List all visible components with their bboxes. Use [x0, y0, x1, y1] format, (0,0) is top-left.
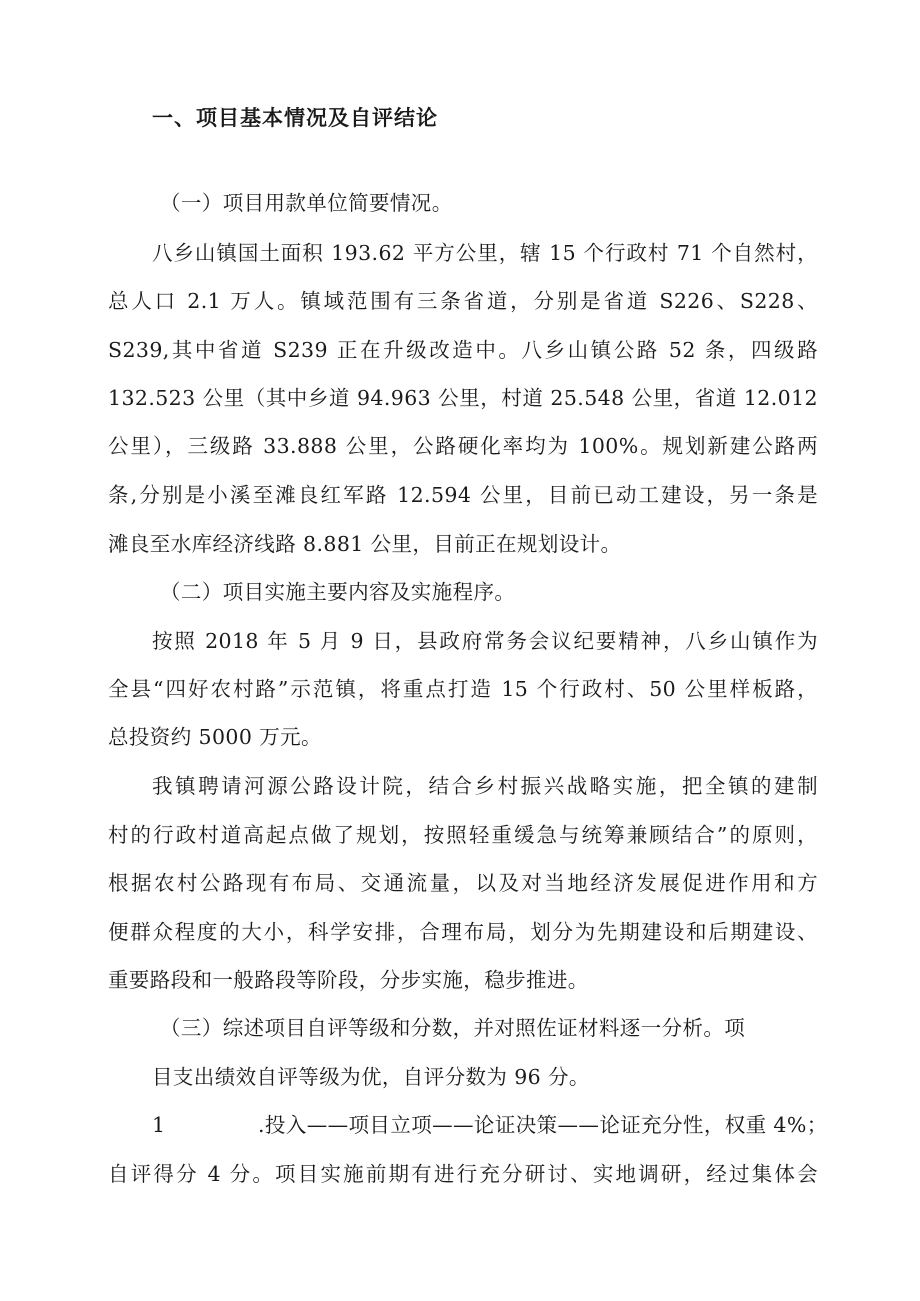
s2-p1-line-1: 按照 2018 年 5 月 9 日，县政府常务会议纪要精神，八乡山镇作为: [152, 629, 818, 653]
subsection-3-title: （三）综述项目自评等级和分数，并对照佐证材料逐一分析。项: [160, 1016, 746, 1040]
s1-line-6: 条,分别是小溪至滩良红军路 12.594 公里，目前已动工建设，另一条是: [108, 483, 818, 507]
s1-line-5: 公里），三级路 33.888 公里，公路硬化率均为 100%。规划新建公路两: [108, 434, 818, 458]
s3-line-2: 目支出绩效自评等级为优，自评分数为 96 分。: [152, 1065, 590, 1089]
s2-p2-line-1: 我镇聘请河源公路设计院，结合乡村振兴战略实施，把全镇的建制: [152, 774, 818, 798]
s1-line-7: 滩良至水库经济线路 8.881 公里，目前正在规划设计。: [108, 532, 622, 556]
s2-p2-line-4: 便群众程度的大小，科学安排，合理布局，划分为先期建设和后期建设、: [108, 920, 818, 944]
s2-p2-line-3: 根据农村公路现有布局、交通流量，以及对当地经济发展促进作用和方: [108, 871, 818, 895]
s1-line-1: 八乡山镇国土面积 193.62 平方公里，辖 15 个行政村 71 个自然村，: [152, 241, 818, 265]
subsection-1-title: （一）项目用款单位简要情况。: [160, 191, 453, 215]
subsection-2-title: （二）项目实施主要内容及实施程序。: [160, 580, 516, 604]
s2-p2-line-2: 村的行政村道高起点做了规划，按照轻重缓急与统筹兼顾结合”的原则，: [108, 823, 818, 847]
s1-line-4: 132.523 公里（其中乡道 94.963 公里，村道 25.548 公里，省道 12.012: [108, 386, 818, 410]
s3-item-1-line-2: 自评得分 4 分。项目实施前期有进行充分研讨、实地调研，经过集体会: [108, 1162, 818, 1186]
s2-p1-line-2: 全县“四好农村路”示范镇，将重点打造 15 个行政村、50 公里样板路，: [108, 677, 818, 701]
list-number: 1: [152, 1113, 166, 1137]
section-heading: 一、项目基本情况及自评结论: [152, 106, 438, 130]
s1-line-2: 总人口 2.1 万人。镇域范围有三条省道，分别是省道 S226、S228、: [108, 289, 818, 313]
s3-item-1: [152, 1108, 828, 1138]
s2-p1-line-3: 总投资约 5000 万元。: [108, 725, 322, 749]
s2-p2-line-5: 重要路段和一般路段等阶段，分步实施，稳步推进。: [108, 968, 589, 992]
s3-item-1-text: .投入——项目立项——论证决策——论证充分性，权重 4%；: [258, 1113, 828, 1137]
s1-line-3: S239,其中省道 S239 正在升级改造中。八乡山镇公路 52 条，四级路: [108, 338, 818, 362]
